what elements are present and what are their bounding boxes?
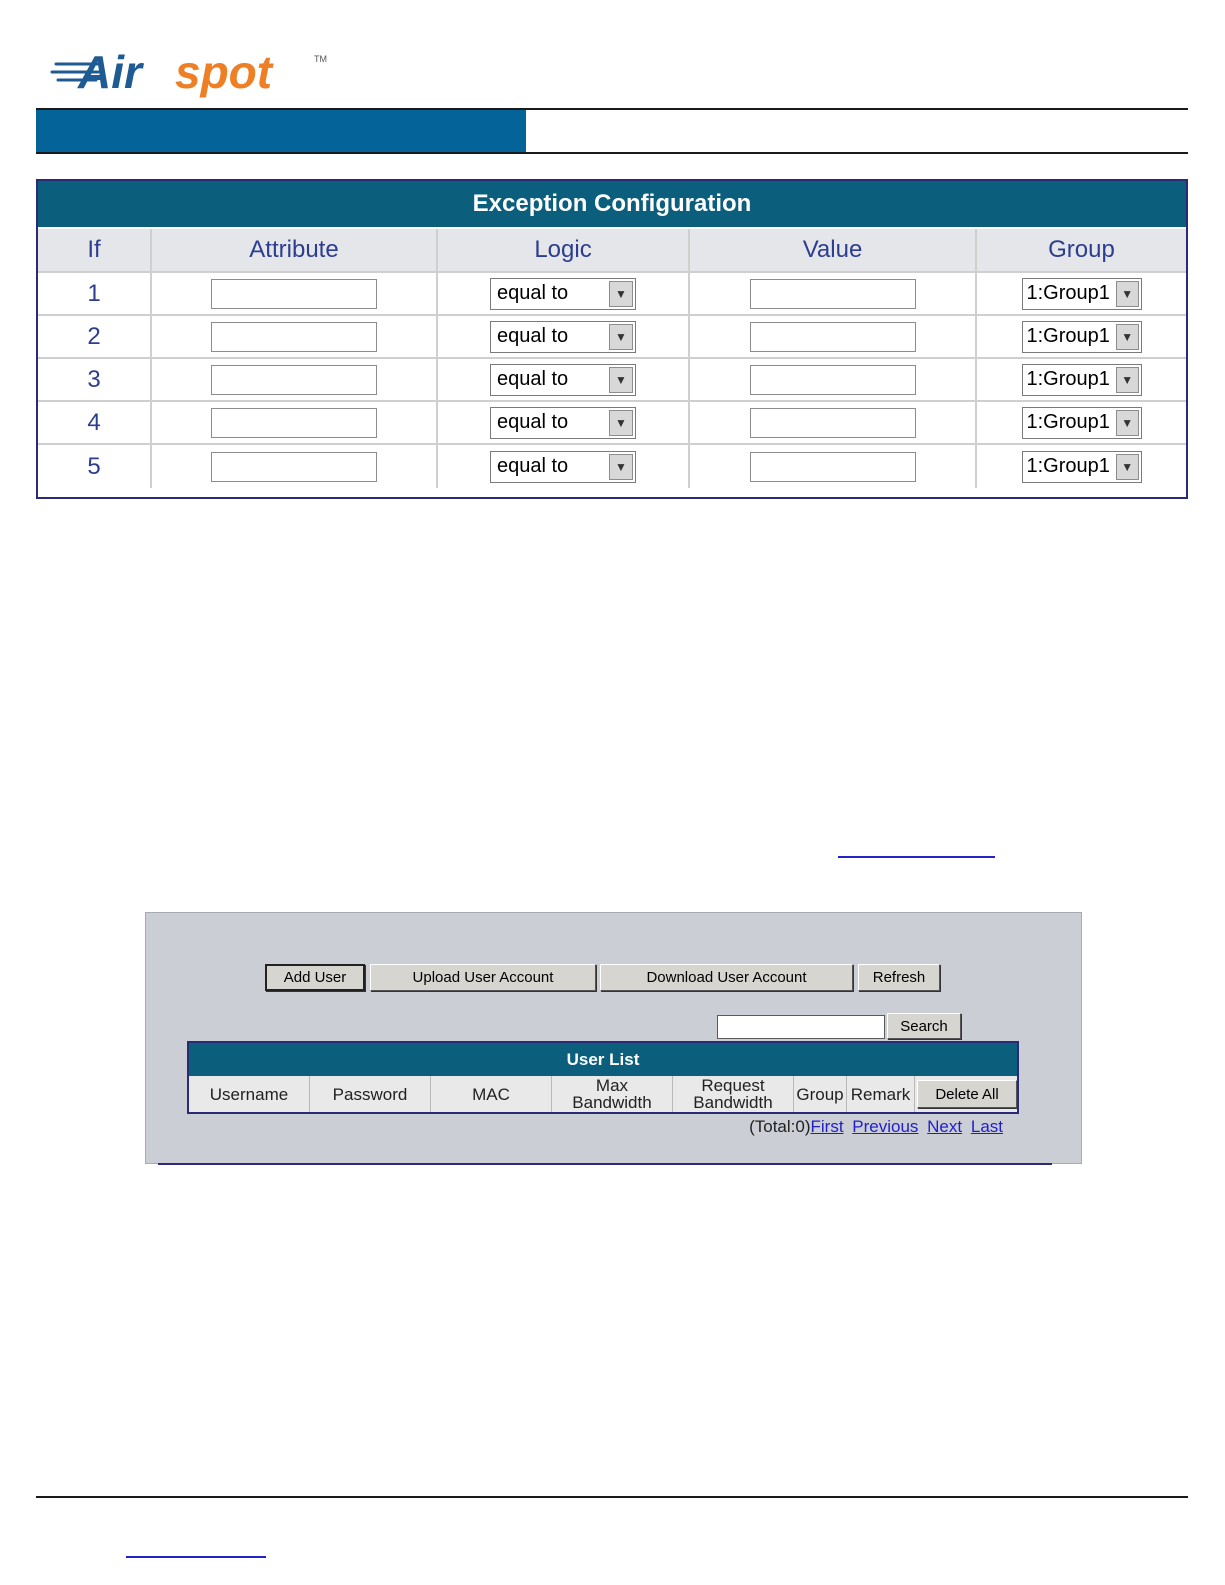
refresh-button[interactable]: Refresh [858, 964, 940, 991]
column-header-max-bandwidth [552, 1076, 673, 1112]
value-input[interactable] [750, 279, 916, 309]
column-header-request-bandwidth [673, 1076, 794, 1112]
group-cell [977, 273, 1186, 316]
row-index: 2 [38, 316, 152, 359]
logic-cell [438, 359, 690, 402]
row-index: 4 [38, 402, 152, 445]
pagination-total: (Total:0) [749, 1117, 811, 1136]
group-cell [977, 445, 1186, 488]
attribute-cell [152, 316, 438, 359]
search-button[interactable]: Search [887, 1013, 961, 1039]
value-cell [690, 402, 977, 445]
add-user-button[interactable]: Add User [265, 964, 365, 991]
delete-all-button[interactable]: Delete All [917, 1080, 1017, 1108]
attribute-input[interactable] [211, 322, 377, 352]
exception-grid [38, 229, 1186, 488]
footer-rule [36, 1496, 1188, 1498]
delete-all-cell [915, 1076, 1019, 1112]
user-list-title: User List [189, 1043, 1017, 1076]
logic-select[interactable] [490, 407, 636, 439]
logic-select[interactable] [490, 364, 636, 396]
column-header-group: Group [794, 1076, 847, 1112]
max-bandwidth-line2: Bandwidth [572, 1093, 652, 1112]
value-cell [690, 359, 977, 402]
pagination [749, 1117, 1003, 1137]
max-bandwidth-label [572, 1077, 651, 1111]
search-input[interactable] [717, 1015, 885, 1039]
airspot-logo [50, 44, 350, 106]
group-select-value: 1:Group1 [1026, 411, 1110, 433]
group-select[interactable] [1022, 451, 1142, 483]
chevron-down-icon[interactable]: ▼ [609, 410, 633, 436]
attribute-input[interactable] [211, 279, 377, 309]
pagination-last-link[interactable]: Last [970, 1117, 1003, 1136]
logic-cell [438, 445, 690, 488]
logo-trademark: TM [314, 54, 327, 64]
value-input[interactable] [750, 322, 916, 352]
request-bandwidth-label [693, 1077, 772, 1111]
column-header-value: Value [690, 229, 977, 273]
exception-configuration-table [36, 179, 1188, 499]
value-input[interactable] [750, 452, 916, 482]
logic-select[interactable] [490, 278, 636, 310]
chevron-down-icon[interactable]: ▼ [609, 367, 633, 393]
value-cell [690, 445, 977, 488]
group-cell [977, 316, 1186, 359]
row-index: 1 [38, 273, 152, 316]
group-select-value: 1:Group1 [1026, 455, 1110, 477]
column-header-password: Password [310, 1076, 431, 1112]
attribute-cell [152, 445, 438, 488]
user-list-header-row [189, 1076, 1017, 1112]
logic-cell [438, 273, 690, 316]
column-header-logic: Logic [438, 229, 690, 273]
logic-select-value: equal to [497, 411, 569, 433]
header-rule-bottom [36, 152, 1188, 154]
value-cell [690, 273, 977, 316]
logic-cell [438, 316, 690, 359]
chevron-down-icon[interactable]: ▼ [1116, 367, 1139, 393]
group-select[interactable] [1022, 321, 1142, 353]
row-index: 5 [38, 445, 152, 488]
logic-select[interactable] [490, 451, 636, 483]
group-select[interactable] [1022, 278, 1142, 310]
column-header-remark: Remark [847, 1076, 915, 1112]
column-header-attribute: Attribute [152, 229, 438, 273]
column-header-mac: MAC [431, 1076, 552, 1112]
download-user-account-button[interactable]: Download User Account [600, 964, 853, 991]
chevron-down-icon[interactable]: ▼ [1116, 281, 1139, 307]
attribute-input[interactable] [211, 408, 377, 438]
attribute-input[interactable] [211, 452, 377, 482]
column-header-group: Group [977, 229, 1186, 273]
user-account-panel [145, 912, 1082, 1164]
group-select[interactable] [1022, 407, 1142, 439]
chevron-down-icon[interactable]: ▼ [1116, 324, 1139, 350]
pagination-next-link[interactable]: Next [927, 1117, 963, 1136]
logo-text-air: Air [78, 46, 142, 98]
exception-configuration-title: Exception Configuration [38, 181, 1186, 229]
chevron-down-icon[interactable]: ▼ [1116, 410, 1139, 436]
attribute-input[interactable] [211, 365, 377, 395]
logic-select-value: equal to [497, 455, 569, 477]
group-select-value: 1:Group1 [1026, 325, 1110, 347]
chevron-down-icon[interactable]: ▼ [1116, 454, 1139, 480]
upload-user-account-button[interactable]: Upload User Account [370, 964, 596, 991]
group-select[interactable] [1022, 364, 1142, 396]
chevron-down-icon[interactable]: ▼ [609, 454, 633, 480]
group-cell [977, 359, 1186, 402]
pagination-previous-link[interactable]: Previous [852, 1117, 919, 1136]
panel-divider [158, 1163, 1052, 1165]
logic-select-value: equal to [497, 325, 569, 347]
group-select-value: 1:Group1 [1026, 282, 1110, 304]
logic-select-value: equal to [497, 368, 569, 390]
logo-text-spot: spot [175, 46, 273, 98]
logic-cell [438, 402, 690, 445]
pagination-first-link[interactable]: First [810, 1117, 844, 1136]
footer-hyperlink-underline[interactable] [126, 1556, 266, 1558]
attribute-cell [152, 359, 438, 402]
logic-select[interactable] [490, 321, 636, 353]
column-header-username: Username [189, 1076, 310, 1112]
logic-select-value: equal to [497, 282, 569, 304]
attribute-cell [152, 402, 438, 445]
header-blue-bar [36, 110, 526, 152]
row-index: 3 [38, 359, 152, 402]
group-select-value: 1:Group1 [1026, 368, 1110, 390]
chevron-down-icon[interactable]: ▼ [609, 281, 633, 307]
attribute-cell [152, 273, 438, 316]
request-bandwidth-line1: Request [701, 1076, 765, 1095]
request-bandwidth-line2: Bandwidth [693, 1093, 773, 1112]
column-header-if: If [38, 229, 152, 273]
user-list-table [187, 1041, 1019, 1114]
hyperlink-underline[interactable] [838, 856, 995, 858]
max-bandwidth-line1: Max [595, 1076, 629, 1095]
value-cell [690, 316, 977, 359]
airspot-logo-graphic [50, 44, 350, 106]
value-input[interactable] [750, 408, 916, 438]
group-cell [977, 402, 1186, 445]
value-input[interactable] [750, 365, 916, 395]
chevron-down-icon[interactable]: ▼ [609, 324, 633, 350]
